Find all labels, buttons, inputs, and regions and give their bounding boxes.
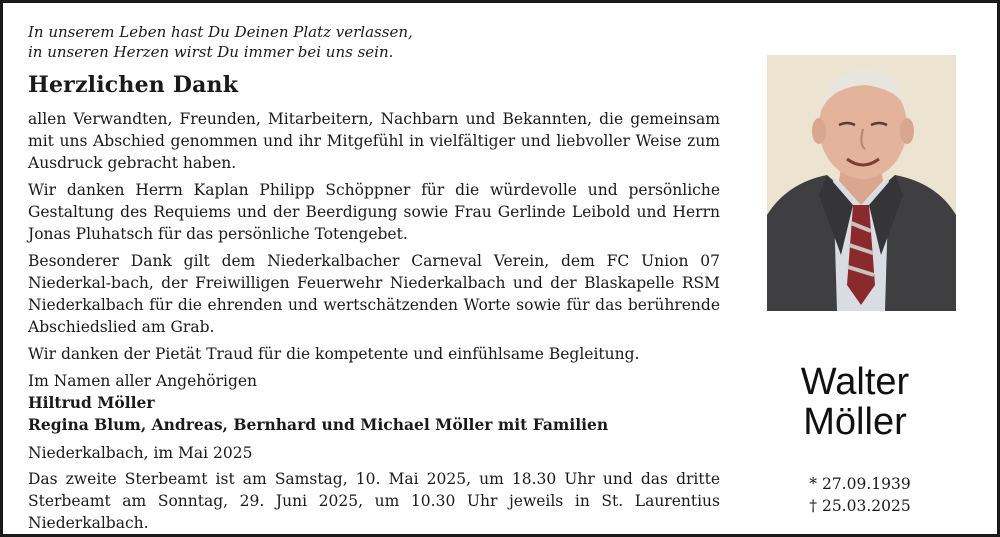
signature-name-2: Regina Blum, Andreas, Bernhard und Michael Möller mit Familien (28, 415, 609, 434)
life-dates (780, 473, 940, 517)
thanks-paragraph-3: Besonderer Dank gilt dem Niederkalbacher Carneval Verein, dem FC Union 07 Niederkal-bach, der Freiwilligen Feuerwehr Niederkalbach und der Blaskapelle RSM Niederkalbach für die ehrenden und wertschätzenden Worte sowie für das berührende Abschiedslied am Grab. (28, 252, 720, 336)
portrait-illustration (767, 55, 956, 311)
intro-line-1: In unserem Leben hast Du Deinen Platz verlassen, (28, 23, 413, 41)
memorial-mass-info: Das zweite Sterbeamt ist am Samstag, 10. Mai 2025, um 18.30 Uhr und das dritte Sterbeamt am Sonntag, 29. Juni 2025, um 10.30 Uhr jeweils in St. Laurentius Niederkalbach. (28, 470, 720, 532)
death-date: † 25.03.2025 (809, 497, 911, 515)
deceased-first-name: Walter (800, 361, 910, 403)
deceased-last-name: Möller (803, 401, 907, 443)
intro-verse (28, 22, 413, 62)
thanks-paragraph-4: Wir danken der Pietät Traud für die kompetente und einfühlsame Begleitung. (28, 345, 640, 363)
notice-body (28, 108, 720, 534)
place-date: Niederkalbach, im Mai 2025 (28, 444, 253, 462)
birth-date: * 27.09.1939 (809, 475, 911, 493)
intro-line-2: in unseren Herzen wirst Du immer bei uns sein. (28, 43, 394, 61)
signature-intro: Im Namen aller Angehörigen (28, 372, 258, 390)
deceased-name (760, 362, 950, 442)
thanks-paragraph-1: allen Verwandten, Freunden, Mitarbeitern, Nachbarn und Bekannten, die gemeinsam mit uns Abschied genommen und ihr Mitgefühl in vielfältiger und liebvoller Weise zum Ausdruck gebracht haben. (28, 110, 720, 172)
portrait-photo (767, 55, 956, 311)
thanks-heading: Herzlichen Dank (28, 72, 239, 98)
signature-name-1: Hiltrud Möller (28, 393, 155, 412)
thanks-paragraph-2: Wir danken Herrn Kaplan Philipp Schöppner für die würdevolle und persönliche Gestaltung des Requiems und der Beerdigung sowie Frau Gerlinde Leibold und Herrn Jonas Pluhatsch für das persönliche Totengebet. (28, 181, 720, 243)
